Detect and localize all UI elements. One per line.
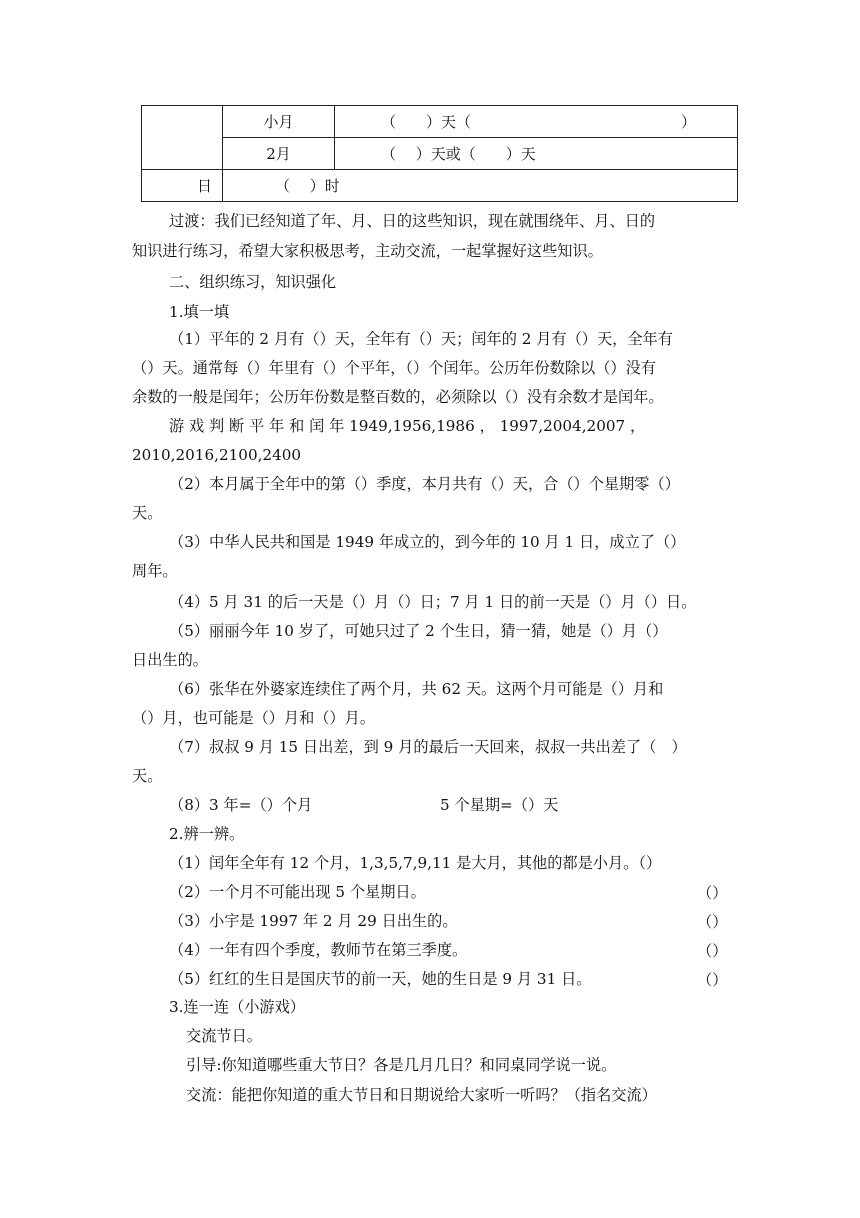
game-line: 2010,2016,2100,2400 bbox=[132, 446, 302, 464]
judge-line: （4）一年有四个季度，教师节在第三季度。 bbox=[169, 941, 468, 959]
judge-line: （3）小宇是 1997 年 2 月 29 日出生的。 bbox=[169, 912, 458, 930]
table-cell-content: （ ）天或（ ）天 bbox=[335, 138, 738, 170]
question-line: （5）丽丽今年 10 岁了，可她只过了 2 个生日，猜一猜，她是（）月（） bbox=[169, 622, 668, 640]
game-line: 游 戏 判 断 平 年 和 闰 年 1949,1956,1986 ， 1997,2004,2007 ， bbox=[169, 417, 646, 435]
question-line: （）月，也可能是（）月和（）月。 bbox=[132, 709, 375, 727]
table-cell-label: 日 bbox=[142, 170, 223, 202]
calendar-table bbox=[141, 105, 738, 202]
question-line: 天。 bbox=[132, 504, 163, 522]
table-row bbox=[142, 106, 738, 138]
question-line: （）天。通常每（）年里有（）个平年，（）个闰年。公历年份数除以（）没有 bbox=[132, 359, 656, 377]
paragraph-line: 交流：能把你知道的重大节日和日期说给大家听一听吗？（指名交流） bbox=[186, 1086, 657, 1104]
paragraph-line: 交流节日。 bbox=[186, 1027, 262, 1045]
question-line: （2）本月属于全年中的第（）季度，本月共有（）天，合（）个星期零（） bbox=[169, 475, 680, 493]
answer-paren: （） bbox=[697, 913, 728, 931]
question-line: 日出生的。 bbox=[132, 651, 208, 669]
answer-paren: （） bbox=[697, 942, 728, 960]
question-line: （7）叔叔 9 月 15 日出差，到 9 月的最后一天回来，叔叔一共出差了（ ） bbox=[169, 738, 687, 756]
question-line: 5 个星期=（）天 bbox=[440, 796, 559, 814]
question-line: 天。 bbox=[132, 767, 163, 785]
table-cell-label: 小月 bbox=[223, 106, 335, 138]
table-cell-content: （ ）天（ ） bbox=[335, 106, 738, 138]
question-line: 周年。 bbox=[132, 562, 178, 580]
question-line: （4）5 月 31 的后一天是（）月（）日；7 月 1 日的前一天是（）月（）日。 bbox=[169, 593, 697, 611]
paragraph-line: 引导:你知道哪些重大节日？各是几月几日？和同桌同学说一说。 bbox=[186, 1056, 617, 1074]
question-line: （1）平年的 2 月有（）天，全年有（）天；闰年的 2 月有（）天，全年有 bbox=[169, 330, 673, 348]
section-heading: 二、组织练习，知识强化 bbox=[169, 273, 337, 291]
subsection-heading: 1.填一填 bbox=[169, 303, 230, 321]
subsection-heading: 2.辨一辨。 bbox=[169, 825, 245, 843]
answer-paren: （） bbox=[697, 884, 728, 902]
question-line: （8）3 年=（）个月 bbox=[169, 796, 313, 814]
subsection-heading: 3.连一连（小游戏） bbox=[169, 998, 305, 1016]
judge-line: （5）红红的生日是国庆节的前一天，她的生日是 9 月 31 日。 bbox=[169, 970, 592, 988]
table-row bbox=[142, 170, 738, 202]
question-line: 余数的一般是闰年；公历年份数是整百数的，必须除以（）没有余数才是闰年。 bbox=[132, 388, 664, 406]
question-line: （3）中华人民共和国是 1949 年成立的，到今年的 10 月 1 日，成立了（） bbox=[169, 533, 686, 551]
paragraph-line: 知识进行练习，希望大家积极思考，主动交流，一起掌握好这些知识。 bbox=[132, 242, 603, 260]
question-line: （6）张华在外婆家连续住了两个月，共 62 天。这两个月可能是（）月和 bbox=[169, 680, 664, 698]
paragraph-line: 过渡：我们已经知道了年、月、日的这些知识，现在就围绕年、月、日的 bbox=[169, 212, 655, 230]
answer-paren: （） bbox=[697, 971, 728, 989]
table-cell-empty bbox=[142, 106, 223, 170]
judge-line: （1）闰年全年有 12 个月，1,3,5,7,9,11 是大月，其他的都是小月。（） bbox=[169, 854, 662, 872]
judge-line: （2）一个月不可能出现 5 个星期日。 bbox=[169, 883, 426, 901]
table-cell-content: （ ）时 bbox=[223, 170, 738, 202]
table-cell-label: 2月 bbox=[223, 138, 335, 170]
table-row bbox=[142, 138, 738, 170]
